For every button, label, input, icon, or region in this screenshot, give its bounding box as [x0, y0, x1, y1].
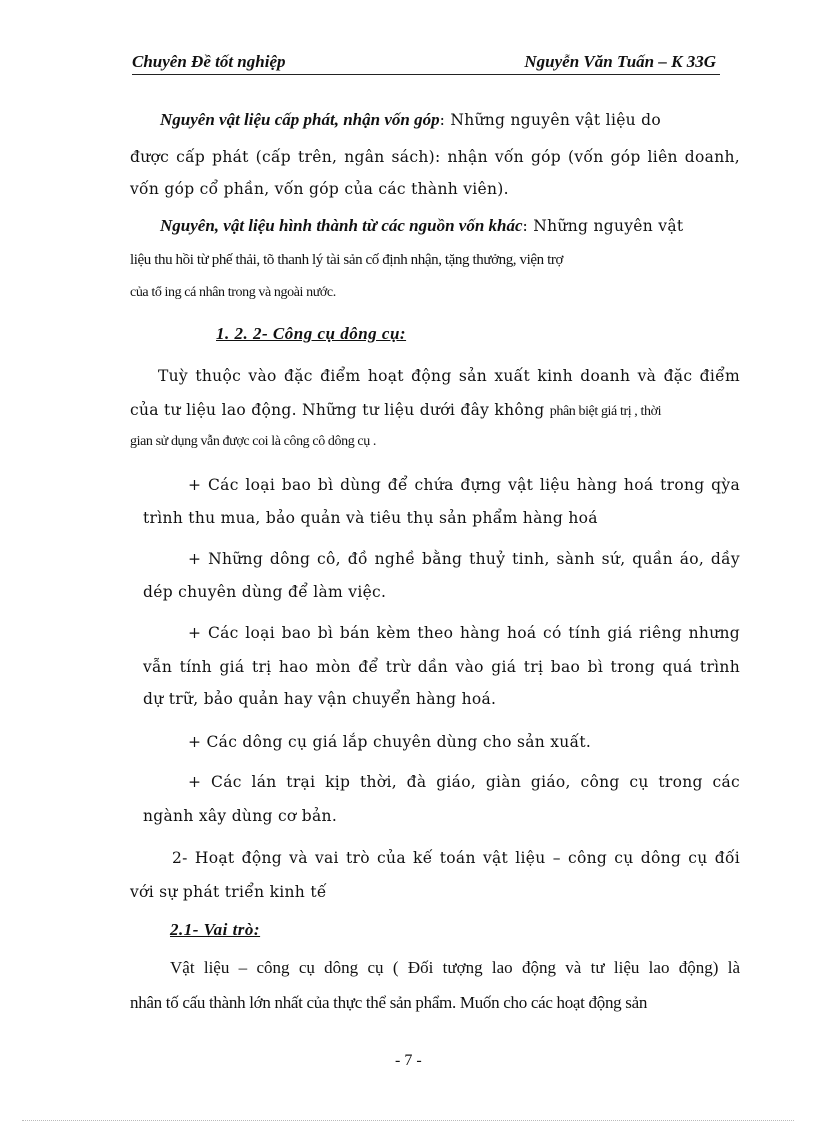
paragraph-5-line-1: Vật liệu – công cụ dông cụ ( Đối tượng lao động và tư liệu lao động) là [170, 958, 740, 977]
paragraph-1-lead: Nguyên vật liệu cấp phát, nhận vốn góp [160, 110, 440, 129]
bullet-3-line-1: + Các loại bao bì bán kèm theo hàng hoá có tính giá riêng nhưng [188, 624, 740, 642]
header-author: Nguyễn Văn Tuấn – K 33G [524, 52, 716, 71]
header-title: Chuyên Đề tốt nghiệp [132, 52, 286, 71]
page-number: - 7 - [395, 1052, 422, 1069]
paragraph-3-line-3: gian sử dụng vẫn được coi là công cô dông cụ . [130, 434, 377, 449]
paragraph-2-line-2: liệu thu hồi từ phế thải, tõ thanh lý tài sản cố định nhận, tặng thưởng, viện trợ [130, 252, 563, 268]
paragraph-5-line-2: nhân tố cấu thành lớn nhất của thực thể sản phẩm. Muốn cho các hoạt động sản [130, 993, 648, 1012]
paragraph-2-lead: Nguyên, vật liệu hình thành từ các nguồn vốn khác [160, 216, 523, 235]
paragraph-1-line-3: vốn góp cổ phần, vốn góp của các thành viên). [130, 180, 509, 198]
bullet-2-line-2: dép chuyên dùng để làm việc. [143, 583, 387, 601]
paragraph-3-line-1: Tuỳ thuộc vào đặc điểm hoạt động sản xuất kinh doanh và đặc điểm [158, 367, 740, 385]
paragraph-4-line-1: 2- Hoạt động và vai trò của kế toán vật liệu – công cụ dông cụ đối [172, 849, 740, 867]
page-header [132, 52, 720, 75]
bullet-5-line-2: ngành xây dùng cơ bản. [143, 807, 338, 825]
paragraph-1-line-1: Nguyên vật liệu cấp phát, nhận vốn góp: Những nguyên vật liệu do [160, 110, 662, 129]
bullet-3-line-3: dự trữ, bảo quản hay vận chuyển hàng hoá. [143, 690, 497, 708]
bullet-5-line-1: + Các lán trại kịp thời, đà giáo, giàn giáo, công cụ trong các [188, 773, 740, 791]
bullet-1-line-2: trình thu mua, bảo quản và tiêu thụ sản phẩm hàng hoá [143, 509, 598, 527]
section-heading-1-2-2: 1. 2. 2- Công cụ dông cụ: [216, 324, 407, 343]
section-heading-2-1: 2.1- Vai trò: [170, 920, 261, 939]
paragraph-2-line-1: Nguyên, vật liệu hình thành từ các nguồn vốn khác: Những nguyên vật [160, 216, 684, 235]
paragraph-4-line-2: với sự phát triển kinh tế [130, 883, 327, 901]
paragraph-2-line-3: của tổ ing cá nhân trong và ngoài nước. [130, 285, 336, 300]
paragraph-1-line-2: được cấp phát (cấp trên, ngân sách): nhận vốn góp (vốn góp liên doanh, [130, 148, 740, 166]
bullet-3-line-2: vẫn tính giá trị hao mòn để trừ dần vào giá trị bao bì trong quá trình [143, 658, 740, 676]
page-bottom-border [22, 1120, 794, 1121]
bullet-4: + Các dông cụ giá lắp chuyên dùng cho sản xuất. [188, 733, 592, 751]
bullet-2-line-1: + Những dông cô, đồ nghề bằng thuỷ tinh, sành sứ, quần áo, dầy [188, 550, 740, 568]
paragraph-3-line-2: của tư liệu lao động. Những tư liệu dưới đây không phân biệt giá trị , thời [130, 401, 662, 419]
bullet-1-line-1: + Các loại bao bì dùng để chứa đựng vật liệu hàng hoá trong qỳa [188, 476, 740, 494]
